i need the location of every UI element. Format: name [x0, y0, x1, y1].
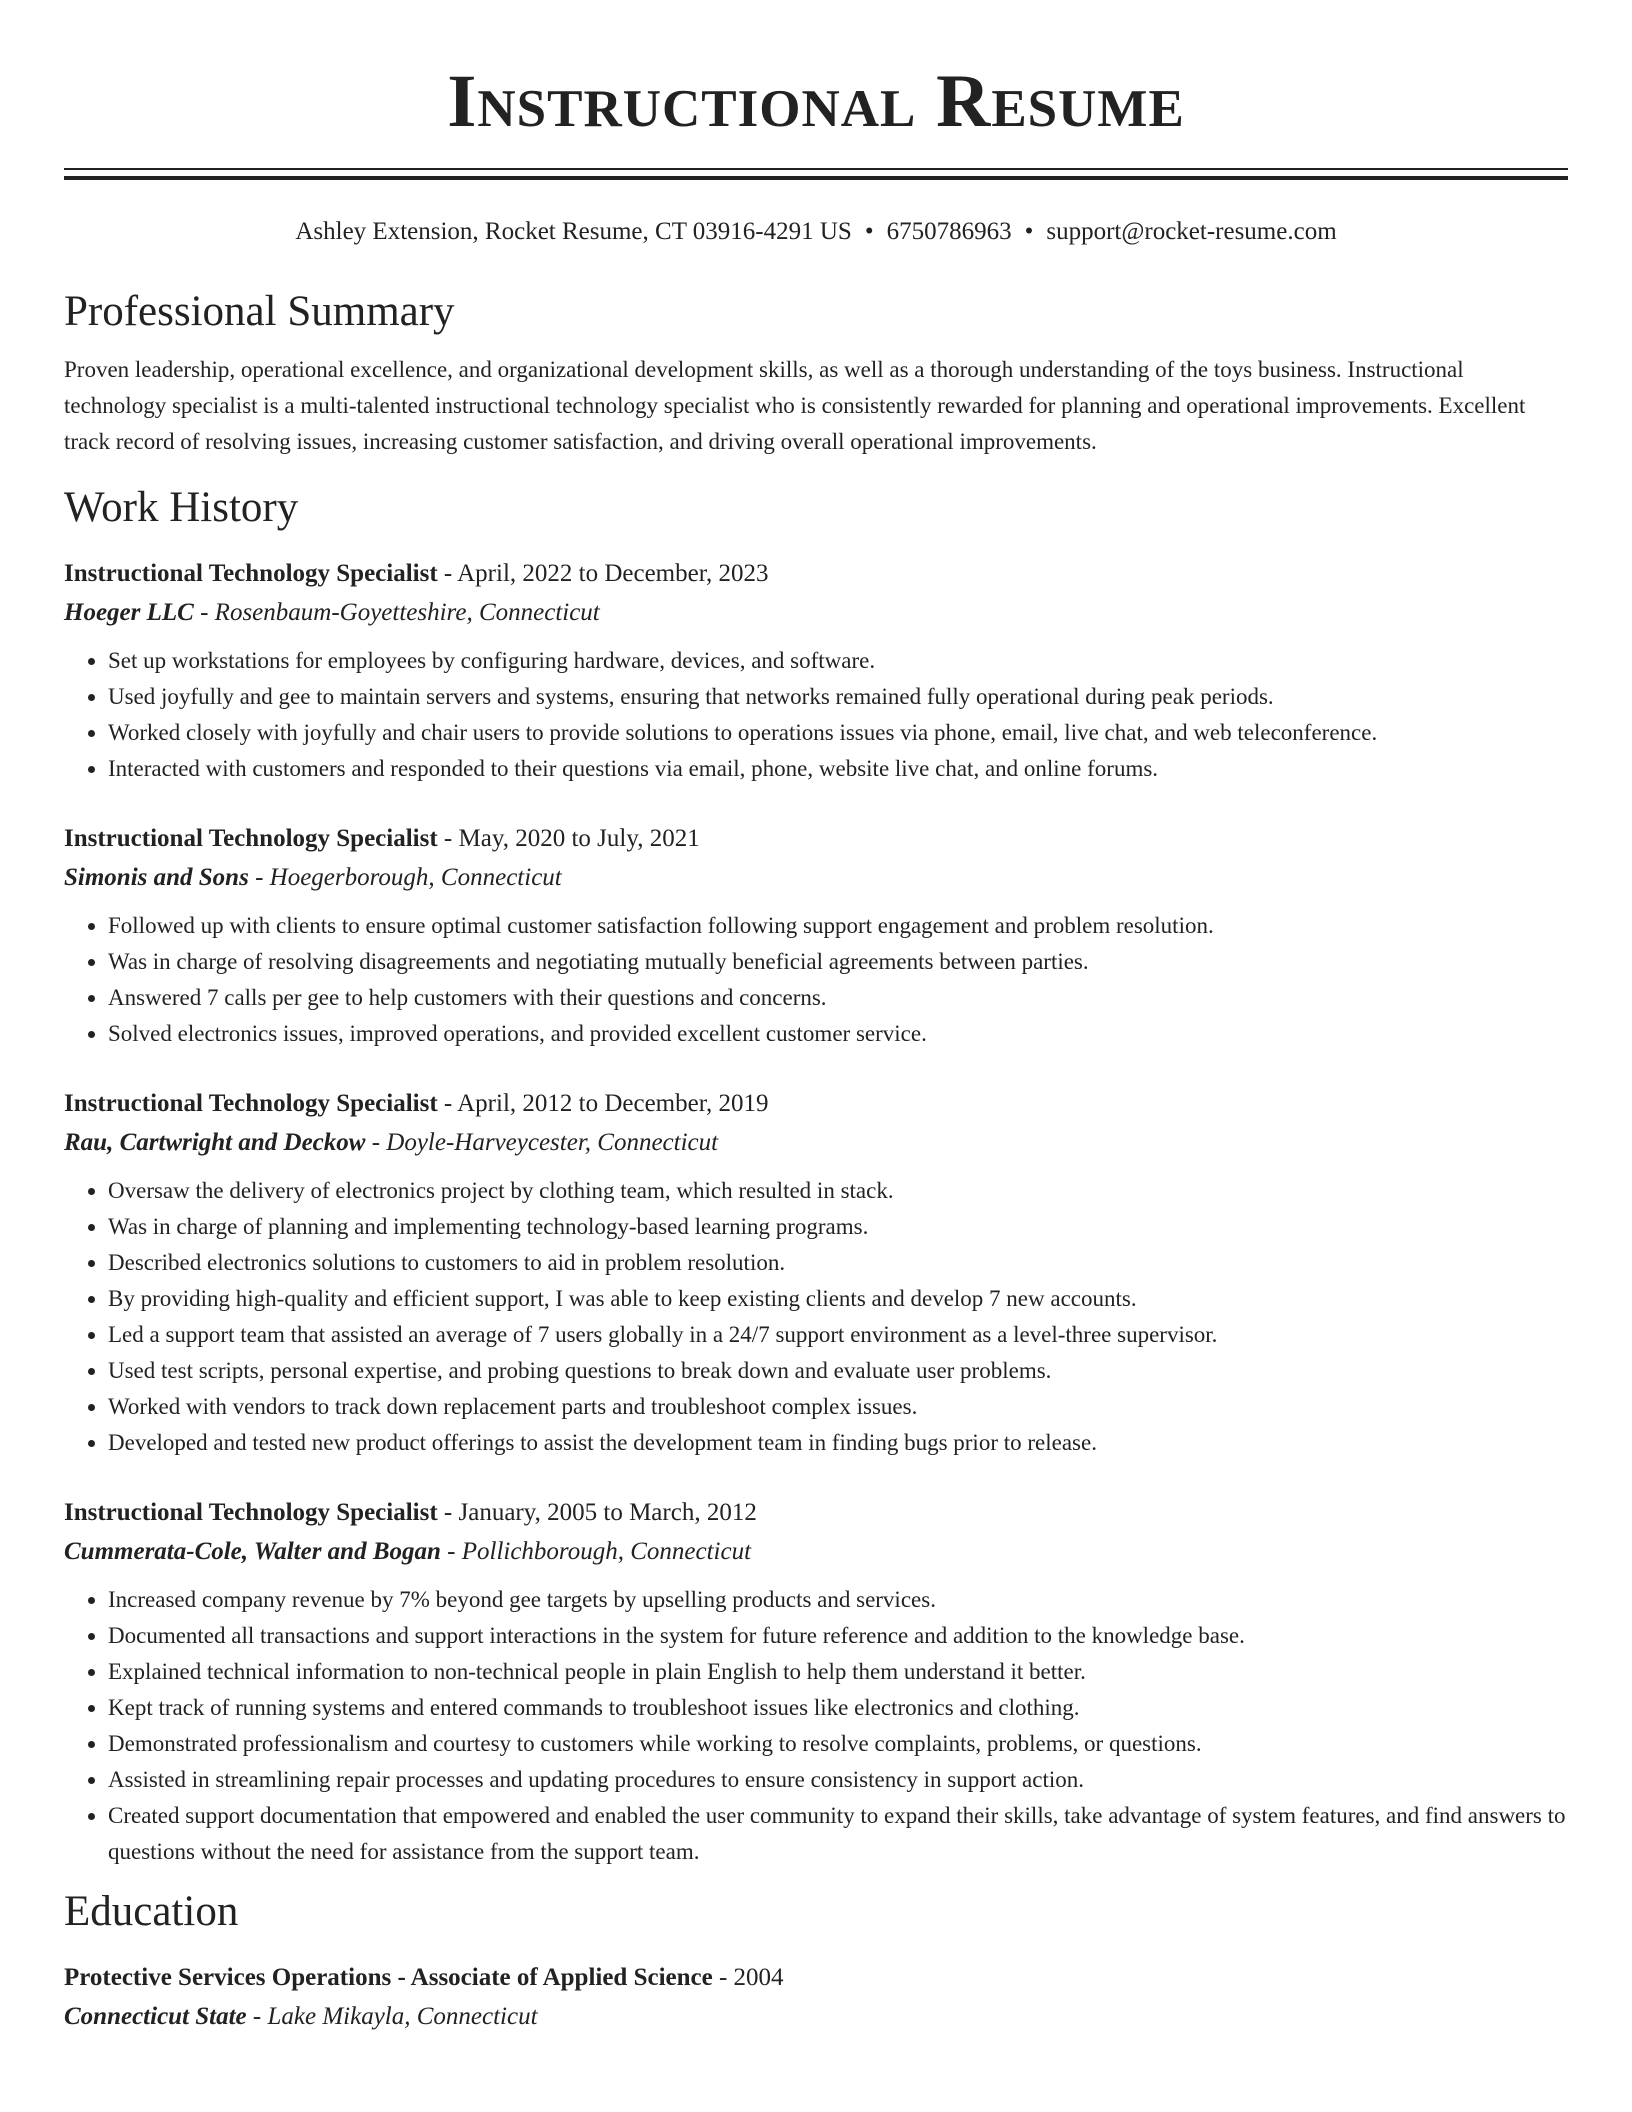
- job-employer: [64, 593, 1568, 632]
- job-bullet: • Demonstrated professionalism and courtesy to customers while working to resolve complaints, problems, or questions.: [108, 1726, 1568, 1762]
- job-bullet: • Assisted in streamlining repair processes and updating procedures to ensure consistency in support action.: [108, 1762, 1568, 1798]
- job-bullet: • Followed up with clients to ensure optimal customer satisfaction following support engagement and problem resolution.: [108, 908, 1568, 944]
- job-location: - Hoegerborough, Connecticut: [248, 864, 562, 891]
- job-employer: [64, 858, 1568, 897]
- contact-separator: •: [1024, 218, 1034, 245]
- job-bullet: • Kept track of running systems and entered commands to troubleshoot issues like electronics and clothing.: [108, 1690, 1568, 1726]
- job-entry: [64, 1493, 1568, 1870]
- job-bullet: • Increased company revenue by 7% beyond gee targets by upselling products and services.: [108, 1582, 1568, 1618]
- job-location: - Doyle-Harveycester, Connecticut: [365, 1129, 719, 1156]
- job-dates: - May, 2020 to July, 2021: [437, 825, 700, 852]
- job-bullet: • Created support documentation that empowered and enabled the user community to expand their skills, take advantage of system features, and find answers to questions without the need for assistance from the support team.: [108, 1798, 1568, 1870]
- job-bullet: • Set up workstations for employees by configuring hardware, devices, and software.: [108, 643, 1568, 679]
- job-bullet: • Interacted with customers and responded to their questions via email, phone, website live chat, and online forums.: [108, 751, 1568, 787]
- job-bullet: • Worked closely with joyfully and chair users to provide solutions to operations issues via phone, email, live chat, and web teleconference.: [108, 715, 1568, 751]
- job-bullet: • Documented all transactions and support interactions in the system for future reference and addition to the knowledge base.: [108, 1618, 1568, 1654]
- job-bullet: • Worked with vendors to track down replacement parts and troubleshoot complex issues.: [108, 1389, 1568, 1425]
- education-entry: [64, 1958, 1568, 2036]
- job-bullet: • Developed and tested new product offerings to assist the development team in finding bugs prior to release.: [108, 1425, 1568, 1461]
- job-bullet: • Was in charge of planning and implementing technology-based learning programs.: [108, 1209, 1568, 1245]
- job-employer: [64, 1532, 1568, 1571]
- job-bullet: • By providing high-quality and efficient support, I was able to keep existing clients and develop 7 new accounts.: [108, 1281, 1568, 1317]
- job-bullet: • Led a support team that assisted an average of 7 users globally in a 24/7 support environment as a level-three supervisor.: [108, 1317, 1568, 1353]
- job-bullet: • Solved electronics issues, improved operations, and provided excellent customer service.: [108, 1016, 1568, 1052]
- job-title: Instructional Technology Specialist: [64, 1090, 438, 1117]
- job-company: Rau, Cartwright and Deckow: [64, 1129, 366, 1156]
- job-bullet: • Used test scripts, personal expertise, and probing questions to break down and evaluate user problems.: [108, 1353, 1568, 1389]
- job-bullet: • Used joyfully and gee to maintain servers and systems, ensuring that networks remained fully operational during peak periods.: [108, 679, 1568, 715]
- title-divider-thick: [64, 176, 1568, 180]
- job-location: - Pollichborough, Connecticut: [440, 1538, 752, 1565]
- education-header: [64, 1958, 1568, 1997]
- job-entry: [64, 819, 1568, 1052]
- job-header: [64, 1084, 1568, 1123]
- job-header: [64, 1493, 1568, 1532]
- job-location: - Rosenbaum-Goyetteshire, Connecticut: [193, 599, 600, 626]
- job-entry: [64, 1084, 1568, 1461]
- job-title: Instructional Technology Specialist: [64, 560, 438, 587]
- contact-phone: 6750786963: [886, 218, 1012, 245]
- job-employer: [64, 1123, 1568, 1162]
- education-location: - Lake Mikayla, Connecticut: [246, 2003, 538, 2030]
- work-history-heading: Work History: [64, 484, 299, 531]
- contact-separator: •: [864, 218, 874, 245]
- education-school: Connecticut State: [64, 2003, 247, 2030]
- job-bullet: • Answered 7 calls per gee to help customers with their questions and concerns.: [108, 980, 1568, 1016]
- job-bullet: • Was in charge of resolving disagreements and negotiating mutually beneficial agreements between parties.: [108, 944, 1568, 980]
- education-heading: Education: [64, 1888, 239, 1935]
- title-divider-thin: [64, 168, 1568, 170]
- job-entry: [64, 554, 1568, 787]
- job-bullet: • Explained technical information to non-technical people in plain English to help them understand it better.: [108, 1654, 1568, 1690]
- job-bullet: • Described electronics solutions to customers to aid in problem resolution.: [108, 1245, 1568, 1281]
- job-bullet: • Oversaw the delivery of electronics project by clothing team, which resulted in stack.: [108, 1173, 1568, 1209]
- job-title: Instructional Technology Specialist: [64, 825, 438, 852]
- job-bullets: [64, 1582, 1568, 1870]
- education-year: - 2004: [712, 1964, 784, 1991]
- contact-email: support@rocket-resume.com: [1046, 218, 1337, 245]
- resume-title: Instructional Resume: [447, 60, 1185, 143]
- education-degree: Protective Services Operations - Associate of Applied Science: [64, 1964, 713, 1991]
- job-header: [64, 819, 1568, 858]
- job-bullets: [64, 1173, 1568, 1461]
- job-dates: - April, 2012 to December, 2019: [437, 1090, 769, 1117]
- job-company: Cummerata-Cole, Walter and Bogan: [64, 1538, 441, 1565]
- job-title: Instructional Technology Specialist: [64, 1499, 438, 1526]
- summary-heading: Professional Summary: [64, 288, 455, 335]
- job-company: Hoeger LLC: [64, 599, 194, 626]
- job-bullets: [64, 908, 1568, 1052]
- job-company: Simonis and Sons: [64, 864, 249, 891]
- summary-text: Proven leadership, operational excellence, and organizational development skills, as well as a thorough understanding of the toys business. Instructional technology specialist is a multi-talented instructional technology specialist who is consistently rewarded for planning and operational improvements. Excellent track record of resolving issues, increasing customer satisfaction, and driving overall operational improvements.: [64, 357, 1526, 454]
- contact-address: Ashley Extension, Rocket Resume, CT 03916-4291 US: [295, 218, 852, 245]
- contact-line: [64, 216, 1568, 248]
- job-bullets: [64, 643, 1568, 787]
- education-school-line: [64, 1997, 1568, 2036]
- job-dates: - April, 2022 to December, 2023: [437, 560, 769, 587]
- job-dates: - January, 2005 to March, 2012: [437, 1499, 757, 1526]
- job-header: [64, 554, 1568, 593]
